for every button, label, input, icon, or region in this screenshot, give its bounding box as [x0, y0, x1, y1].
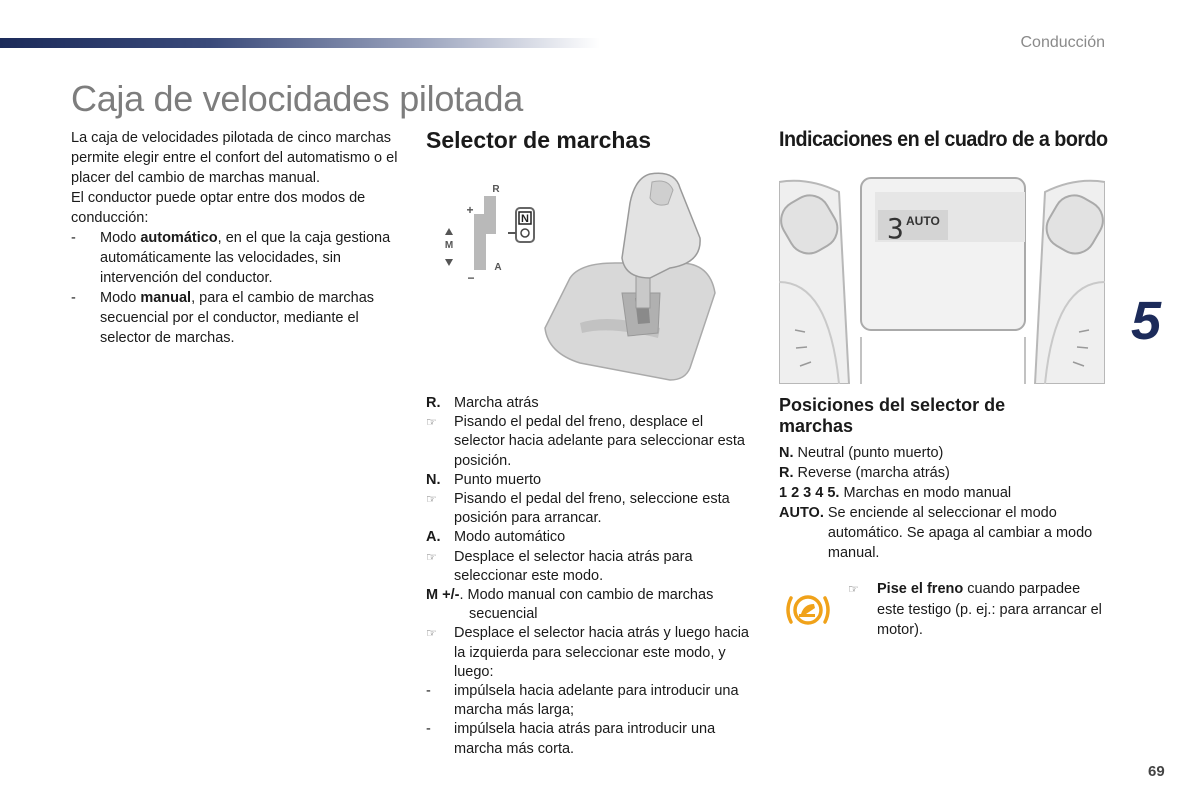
- entry-n-instruction: ☞ Pisando el pedal del freno, seleccione esta posición para arrancar.: [426, 490, 756, 528]
- entry-a: A. Modo automático: [426, 529, 566, 546]
- brake-warning-icon: [784, 590, 832, 630]
- diagram-m-label: M: [444, 240, 454, 251]
- positions-subheading: Posiciones del selector de marchas: [779, 395, 1006, 436]
- entry-a-instruction: ☞ Desplace el selector hacia atrás para seleccionar este modo.: [426, 548, 756, 586]
- cluster-gear-digit: 3: [887, 212, 904, 245]
- page-number: 69: [1148, 763, 1165, 780]
- intro-column: [71, 128, 401, 348]
- pointer-icon: ☞: [426, 415, 437, 430]
- pointer-icon: ☞: [848, 582, 859, 596]
- entry-m-up: - impúlsela hacia adelante para introducir una marcha más larga;: [426, 683, 739, 719]
- pointer-icon: ☞: [426, 549, 437, 564]
- gear-lever-illustration: [540, 168, 720, 383]
- chapter-number: 5: [1131, 291, 1162, 351]
- entry-r-instruction: ☞ Pisando el pedal del freno, desplace el selector hacia adelante para seleccionar esta posición.: [426, 413, 756, 471]
- section-label: Conducción: [1020, 34, 1105, 51]
- diagram-a-label: A: [494, 262, 502, 273]
- brake-tip: ☞ Pise el freno cuando parpadee este testigo (p. ej.: para arrancar el motor).: [848, 579, 1108, 641]
- entry-m-instruction: ☞ Desplace el selector hacia atrás y luego hacia la izquierda para seleccionar este modo, y luego:: [426, 624, 756, 682]
- mode-bullet-manual: - Modo manual, para el cambio de marchas secuencial por el conductor, mediante el selector de marchas.: [71, 290, 375, 346]
- selector-entries: [426, 394, 756, 759]
- position-n: N. Neutral (punto muerto): [779, 445, 944, 461]
- gear-pattern-diagram: [436, 178, 546, 288]
- position-manual: 1 2 3 4 5. Marchas en modo manual: [779, 485, 1012, 501]
- entry-m-cont: secuencial: [469, 606, 538, 623]
- positions-list: [779, 443, 1099, 563]
- entry-r: R. Marcha atrás: [426, 395, 539, 411]
- position-r: R. Reverse (marcha atrás): [779, 465, 950, 481]
- pointer-icon: ☞: [426, 626, 437, 641]
- pointer-icon: ☞: [426, 492, 437, 507]
- entry-m-down: - impúlsela hacia atrás para introducir una marcha más corta.: [426, 721, 716, 757]
- diagram-plus-label: +: [466, 203, 474, 217]
- indicators-heading: Indicaciones en el cuadro de a bordo: [779, 127, 1108, 151]
- instrument-cluster-illustration: [779, 172, 1105, 384]
- header-gradient-bar: [0, 38, 600, 48]
- intro-paragraph-2: El conductor puede optar entre dos modos de conducción:: [71, 190, 366, 226]
- intro-paragraph-1: La caja de velocidades pilotada de cinco marchas permite elegir entre el confort del automatismo o el placer del cambio de marchas manual.: [71, 130, 398, 186]
- diagram-minus-label: −: [467, 271, 475, 285]
- entry-n: N. Punto muerto: [426, 471, 542, 488]
- position-auto: AUTO. Se enciende al seleccionar el modo automático. Se apaga al cambiar a modo manual.: [779, 505, 1093, 561]
- page-title: Caja de velocidades pilotada: [71, 78, 523, 119]
- diagram-n-label: N: [521, 213, 529, 225]
- diagram-r-label: R: [492, 184, 500, 195]
- selector-heading: Selector de marchas: [426, 127, 652, 153]
- mode-bullet-auto: - Modo automático, en el que la caja gestiona automáticamente las velocidades, sin intervención del conductor.: [71, 230, 391, 286]
- cluster-auto-label: AUTO: [906, 214, 940, 228]
- entry-m: M +/-. Modo manual con cambio de marchas: [426, 587, 714, 604]
